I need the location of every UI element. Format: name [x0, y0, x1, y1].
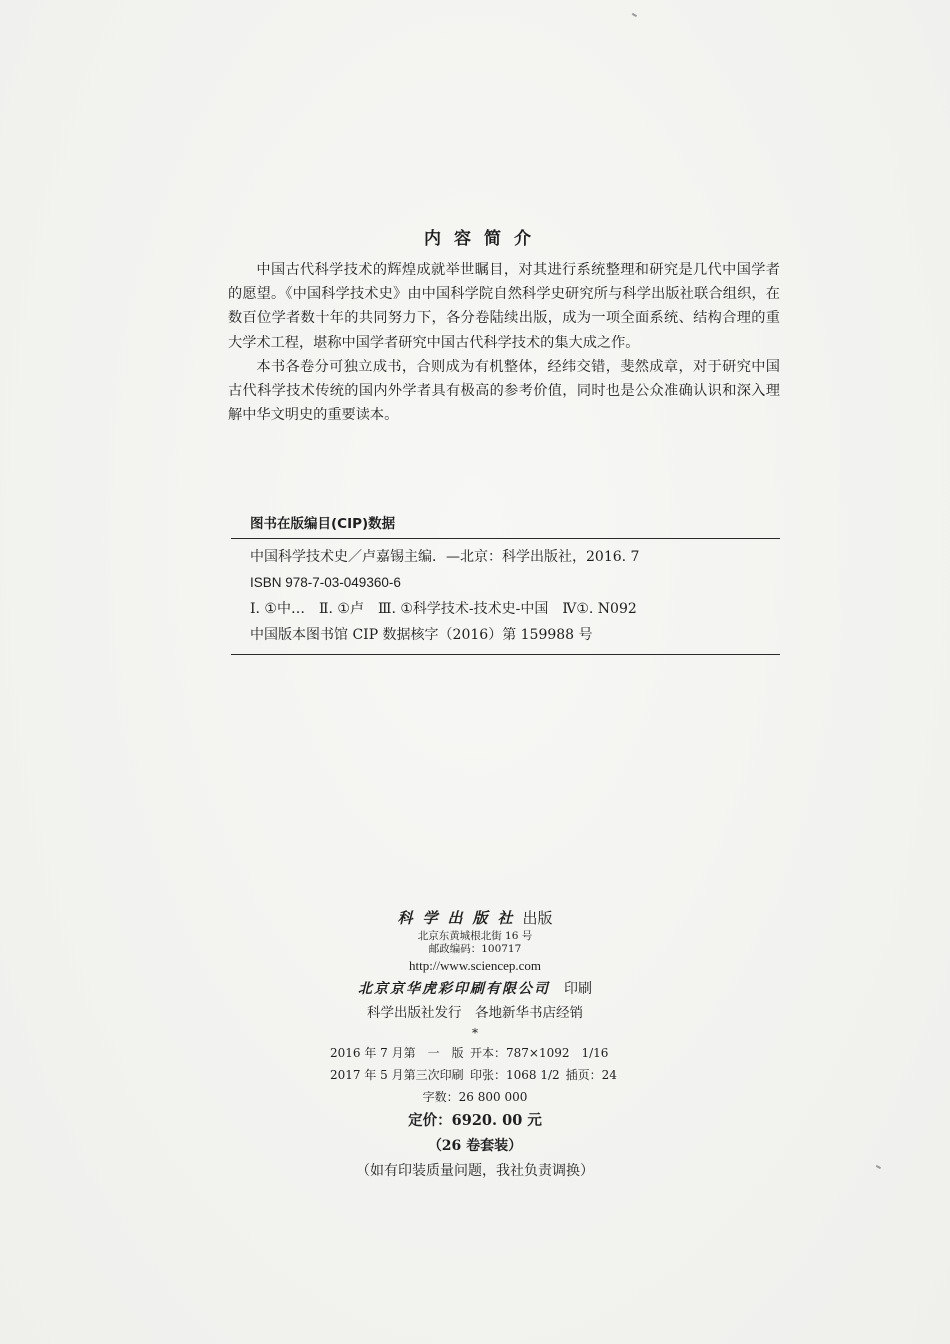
plates-text: 插页：24: [565, 1068, 617, 1082]
imprint-block: [0, 906, 950, 1184]
publisher-address: 北京东黄城根北街 16 号: [417, 930, 533, 942]
publisher-name: 科学出版社: [397, 909, 523, 927]
word-count: 字数：26 800 000: [422, 1090, 528, 1104]
intro-paragraph-2: 本书各卷分可独立成书，合则成为有机整体，经纬交错，斐然成章，对于研究中国古代科学技术传统的国内外学者具有极高的参考价值，同时也是公众准确认识和深入理解中华文明史的重要读本。: [228, 358, 780, 424]
cip-line-isbn: ISBN 978-7-03-049360-6: [250, 575, 401, 590]
printing-row: [0, 1064, 950, 1086]
intro-paragraph-1: 中国古代科学技术的辉煌成就举世瞩目，对其进行系统整理和研究是几代中国学者的愿望。《中国科学技术史》由中国科学院自然科学史研究所与科学出版社联合组织，在数百位学者数十年的共同努力下，各分卷陆续出版，成为一项全面系统、结构合理的重大学术工程，堪称中国学者研究中国古代科学技术的集大成之作。: [228, 262, 780, 351]
set-info: （26 卷套装）: [427, 1138, 523, 1154]
edition-row: [0, 1042, 950, 1064]
cip-line-classification: Ⅰ. ①中… Ⅱ. ①卢 Ⅲ. ①科学技术-技术史-中国 Ⅳ①. N092: [250, 601, 637, 617]
printing-text: 2017 年 5 月第三次印刷: [330, 1068, 464, 1082]
cip-data-block: [231, 538, 780, 655]
price: 定价：6920. 00 元: [408, 1112, 542, 1129]
cip-heading: 图书在版编目(CIP)数据: [250, 516, 396, 532]
printer-suffix: 印刷: [564, 981, 592, 997]
separator-star: *: [472, 1026, 478, 1040]
intro-title: 内容简介: [424, 229, 544, 249]
publisher-line: [0, 906, 950, 930]
distribution-line: 科学出版社发行 各地新华书店经销: [367, 1005, 583, 1021]
sheets-text: 印张：1068 1/2: [470, 1068, 560, 1082]
cip-line-record-number: 中国版本图书馆 CIP 数据核字（2016）第 159988 号: [250, 627, 593, 643]
publisher-url: http://www.sciencep.com: [408, 958, 541, 973]
format-text: 开本：787×1092 1/16: [470, 1046, 609, 1060]
publisher-suffix: 出版: [522, 909, 553, 927]
intro-text: [228, 258, 780, 427]
publisher-postcode: 邮政编码：100717: [428, 943, 522, 955]
printer-name: 北京京华虎彩印刷有限公司: [358, 981, 550, 997]
printer-line: [0, 976, 950, 1002]
edition-text: 2016 年 7 月第 一 版: [330, 1046, 464, 1060]
cip-line-title: 中国科学技术史／卢嘉锡主编．—北京：科学出版社，2016. 7: [250, 549, 640, 565]
quality-notice: （如有印装质量问题，我社负责调换）: [356, 1163, 594, 1179]
